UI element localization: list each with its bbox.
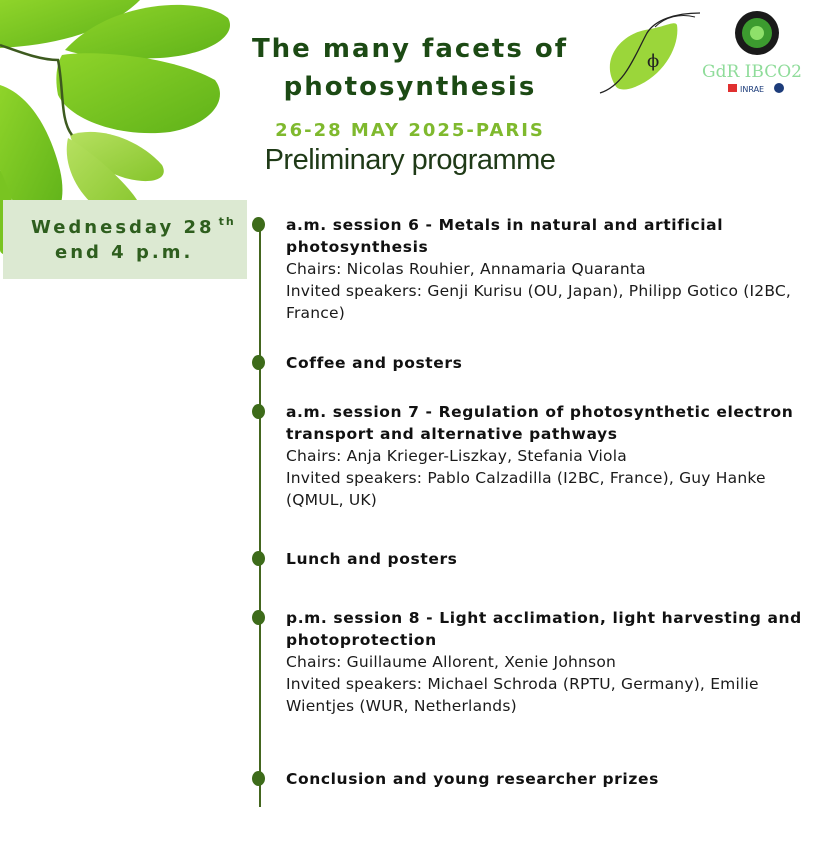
programme-item-session-8 (286, 607, 816, 717)
programme-item-conclusion (286, 768, 816, 790)
title-line-1: The many facets of (251, 34, 569, 64)
session-speakers: Invited speakers: Genji Kurisu (OU, Japan), Philipp Gotico (I2BC, France) (286, 282, 792, 322)
session-speakers: Invited speakers: Michael Schroda (RPTU, Germany), Emilie Wientjes (WUR, Netherlands) (286, 675, 759, 715)
svg-text:GdR IBCO2: GdR IBCO2 (702, 62, 802, 82)
timeline-dot-icon (252, 771, 265, 786)
timeline-dot-icon (252, 217, 265, 232)
session-chairs: Chairs: Nicolas Rouhier, Annamaria Quaranta (286, 260, 646, 278)
svg-text:ϕ: ϕ (647, 51, 660, 72)
session-chairs: Chairs: Anja Krieger-Liszkay, Stefania Viola (286, 447, 627, 465)
programme-item-session-6 (286, 214, 816, 324)
programme-item-session-7 (286, 401, 816, 511)
session-heading: a.m. session 7 - Regulation of photosynthetic electron transport and alternative pathways (286, 403, 794, 443)
page-subtitle: Preliminary programme (264, 144, 556, 176)
svg-text:INRAE: INRAE (740, 85, 765, 94)
logos (595, 5, 825, 105)
programme-item-coffee (286, 352, 816, 374)
leaf-logo-icon (600, 13, 700, 93)
session-heading: a.m. session 6 - Metals in natural and artificial photosynthesis (286, 216, 724, 256)
day-label: Wednesday 28 $^{th}$ (31, 215, 236, 238)
event-dates: 26-28 MAY 2025-PARIS (275, 120, 545, 141)
session-speakers: Invited speakers: Pablo Calzadilla (I2BC, France), Guy Hanke (QMUL, UK) (286, 469, 766, 509)
timeline-dot-icon (252, 355, 265, 370)
day-end-time: end 4 p.m. (55, 242, 194, 263)
timeline-dot-icon (252, 551, 265, 566)
timeline-dot-icon (252, 610, 265, 625)
closing-heading: Conclusion and young researcher prizes (286, 770, 659, 788)
gdr-ibco2-logo-icon (702, 11, 802, 94)
title-line-2: photosynthesis (283, 72, 537, 102)
timeline-dot-icon (252, 404, 265, 419)
session-chairs: Chairs: Guillaume Allorent, Xenie Johnson (286, 653, 617, 671)
day-label-box (3, 200, 247, 279)
programme-item-lunch (286, 548, 816, 570)
break-heading: Coffee and posters (286, 354, 463, 372)
session-heading: p.m. session 8 - Light acclimation, light harvesting and photoprotection (286, 609, 802, 649)
break-heading: Lunch and posters (286, 550, 458, 568)
event-title (250, 30, 570, 106)
timeline-line (259, 222, 261, 807)
